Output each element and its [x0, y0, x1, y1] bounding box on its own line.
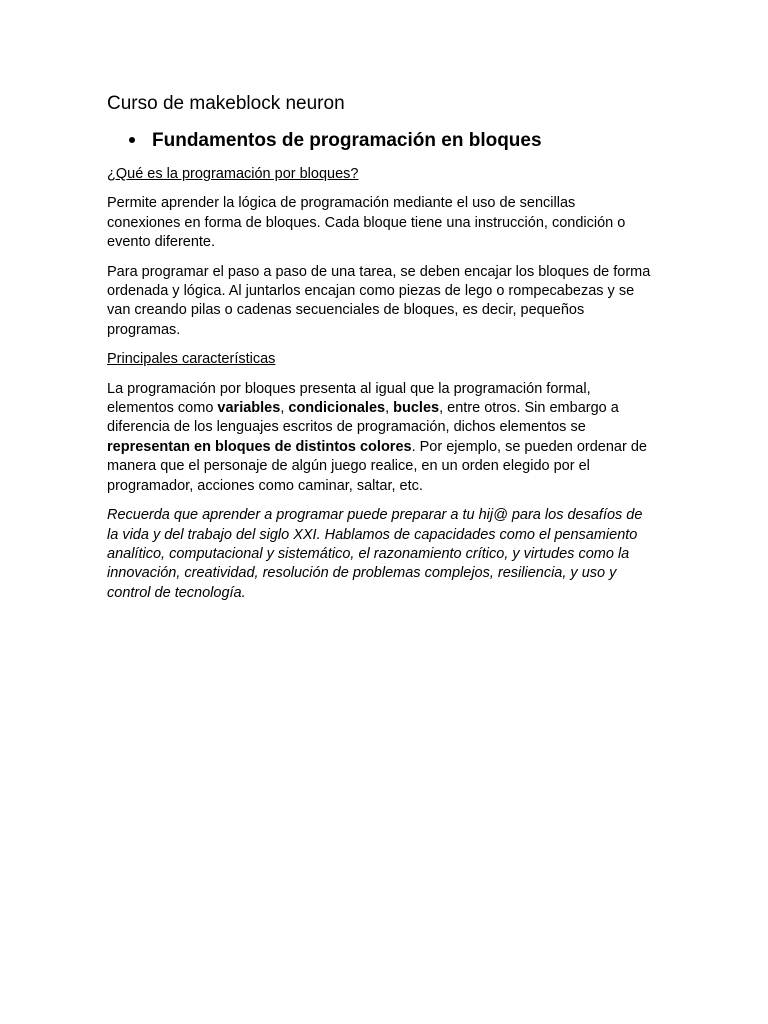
- document-title: Curso de makeblock neuron: [107, 93, 345, 114]
- paragraph-1: Permite aprender la lógica de programación mediante el uso de sencillas conexiones en forma de bloques. Cada bloque tiene una instrucción, condición o evento diferente.: [107, 195, 626, 251]
- document-body: [107, 165, 652, 613]
- bullet-icon: [129, 137, 135, 143]
- paragraph-3-text-1: La programación por bloques presenta al igual que la programación formal, elementos como: [107, 380, 591, 417]
- paragraph-2: Para programar el paso a paso de una tarea, se deben encajar los bloques de forma ordenada y lógica. Al juntarlos encajan como piezas de lego o rompecabezas y se van creando pilas o cadenas secuenciales de bloques, es decir, pequeños programas.: [107, 263, 651, 338]
- paragraph-3: [107, 380, 652, 496]
- bold-variables: variables: [217, 400, 281, 417]
- bold-bucles: bucles: [393, 400, 440, 417]
- section-heading-what-is: ¿Qué es la programación por bloques?: [107, 166, 359, 182]
- paragraph-3-sep-2: ,: [385, 400, 394, 417]
- paragraph-3-sep-1: ,: [280, 400, 289, 417]
- bullet-heading: Fundamentos de programación en bloques: [152, 130, 542, 151]
- paragraph-4-italic: Recuerda que aprender a programar puede preparar a tu hij@ para los desafíos de la vida y del trabajo del siglo XXI. Hablamos de capacidades como el pensamiento analítico, computacional y sistemático, el razonamiento crítico, y virtudes como la innovación, creatividad, resolución de problemas complejos, resiliencia, y uso y control de tecnología.: [107, 507, 643, 601]
- bold-colores: representan en bloques de distintos colores: [107, 438, 412, 455]
- paragraph-3-text-3: . Por ejemplo, se pueden ordenar de manera que el personaje de algún juego realice, en un orden elegido por el programador, acciones como caminar, saltar, etc.: [107, 438, 647, 494]
- bold-condicionales: condicionales: [288, 400, 386, 417]
- paragraph-3-text-2: , entre otros. Sin embargo a diferencia de los lenguajes escritos de programación, dichos elementos se: [107, 400, 619, 436]
- section-heading-characteristics: Principales características: [107, 351, 276, 368]
